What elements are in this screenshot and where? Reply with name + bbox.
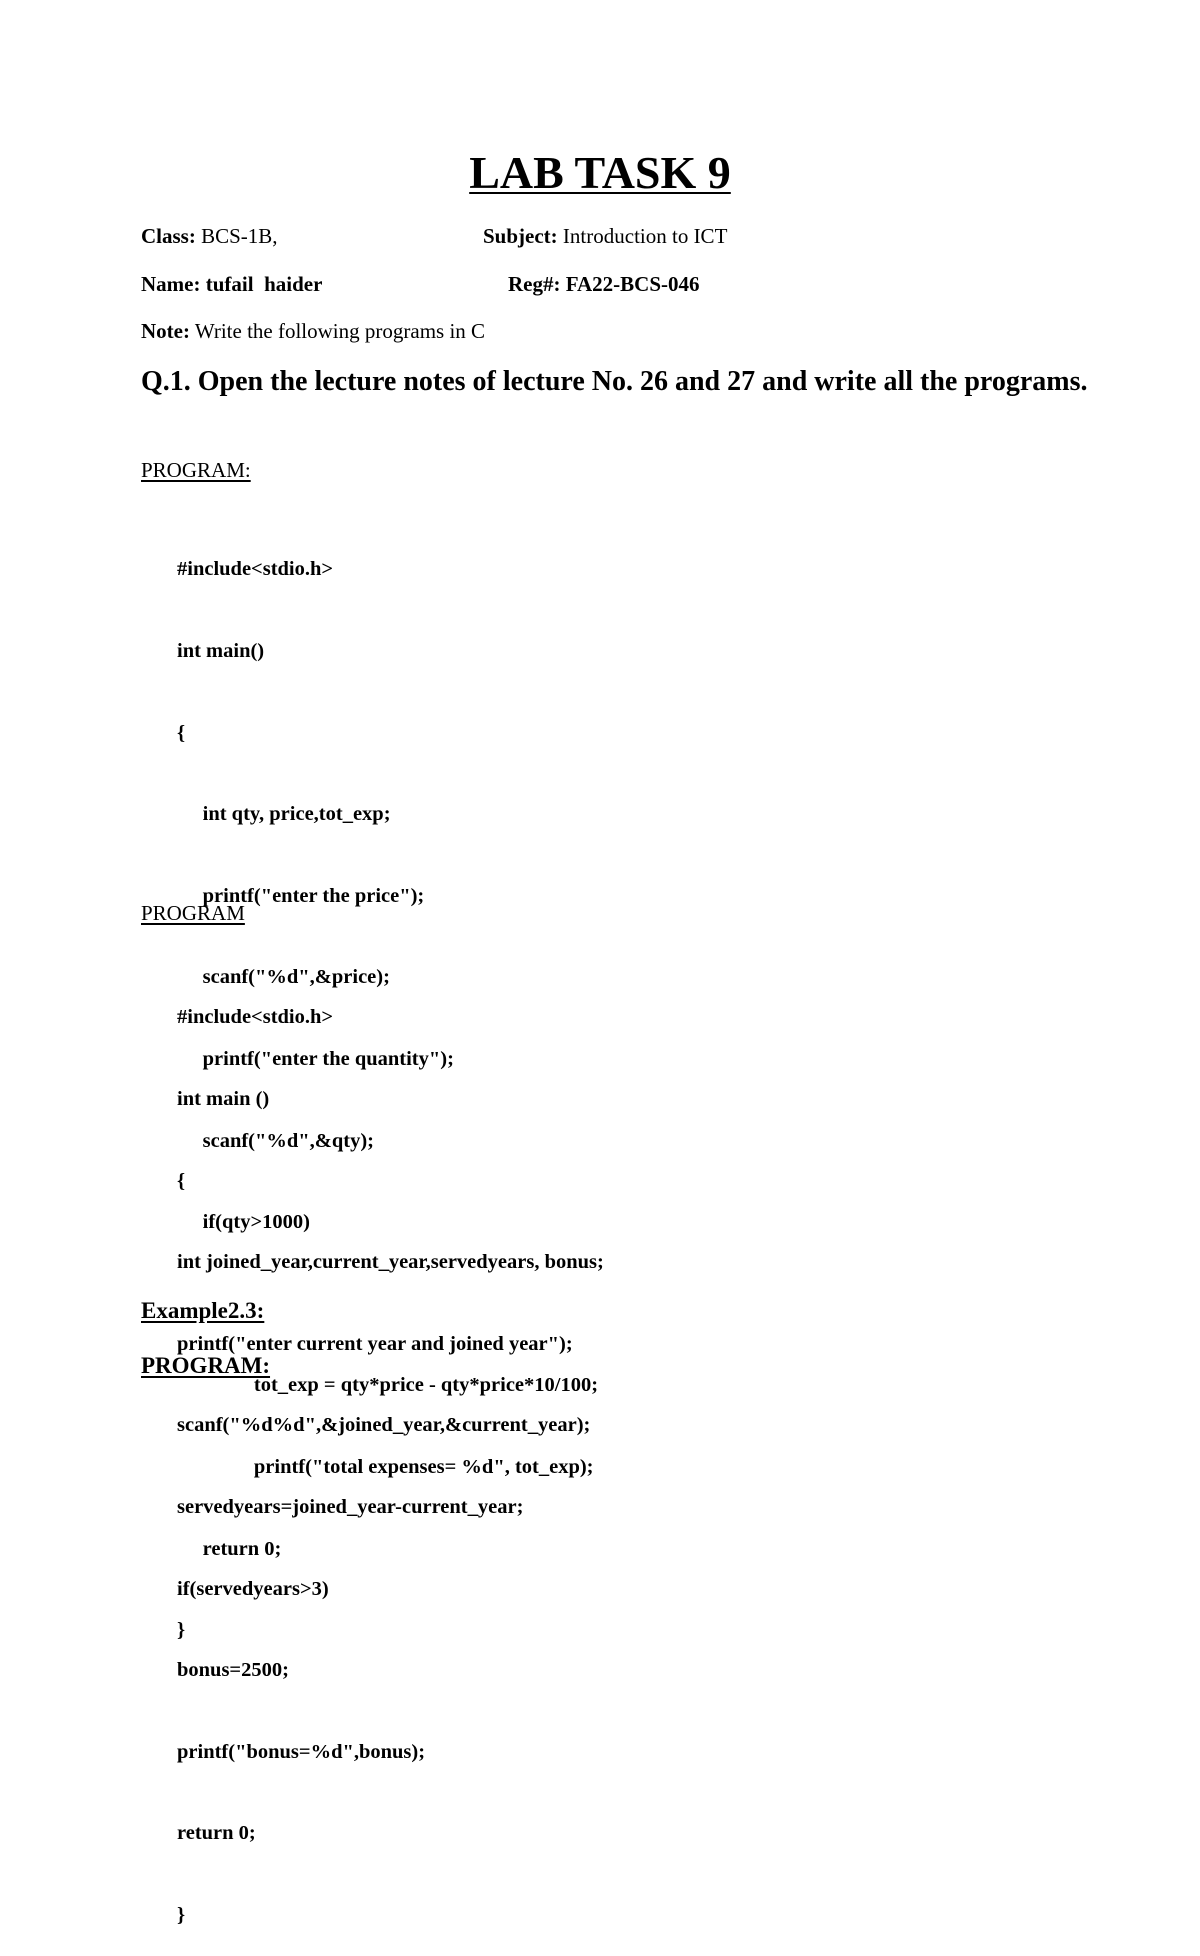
code-line: tot_exp = qty*price - qty*price*10/100; xyxy=(177,1374,599,1397)
code-line: } xyxy=(177,1619,186,1642)
subject-label: Subject: xyxy=(483,224,558,248)
reg-value: FA22-BCS-046 xyxy=(560,272,700,296)
class-label: Class: xyxy=(141,224,196,248)
code-line: scanf("%d",&qty); xyxy=(177,1129,375,1152)
code-line: { xyxy=(177,721,186,744)
code-line: scanf("%d",&price); xyxy=(177,966,390,989)
code-line: if(qty>1000) xyxy=(177,1211,310,1234)
program-2-code xyxy=(177,950,604,1956)
note-value: Write the following programs in C xyxy=(189,319,486,343)
code-line: printf("total expenses= %d", tot_exp); xyxy=(177,1455,594,1478)
code-line: #include<stdio.h> xyxy=(177,558,334,581)
reg-field xyxy=(508,272,700,297)
code-line: printf("enter the quantity"); xyxy=(177,1047,454,1070)
page-title: LAB TASK 9 xyxy=(469,147,731,198)
code-line: { xyxy=(177,1169,186,1192)
code-line: int main() xyxy=(177,640,265,662)
program-1-heading: PROGRAM: xyxy=(141,458,251,482)
code-line: return 0; xyxy=(177,1822,256,1845)
code-line: } xyxy=(177,1903,186,1926)
code-line: int joined_year,current_year,servedyears, bonus; xyxy=(177,1251,604,1274)
name-label: Name: xyxy=(141,272,201,296)
code-line: printf("enter current year and joined year"); xyxy=(177,1332,573,1355)
example-program-heading: PROGRAM: xyxy=(141,1353,271,1378)
code-line: printf("enter the price"); xyxy=(177,884,425,907)
name-value: tufail haider xyxy=(200,272,323,296)
code-line: scanf("%d%d",&joined_year,&current_year); xyxy=(177,1414,591,1437)
subject-value: Introduction to ICT xyxy=(557,224,728,248)
reg-label: Reg#: xyxy=(508,272,561,296)
question-heading: Q.1. Open the lecture notes of lecture No. 26 and 27 and write all the programs. xyxy=(141,366,1088,397)
note-field xyxy=(141,319,485,344)
code-line: int qty, price,tot_exp; xyxy=(177,803,391,826)
name-field xyxy=(141,272,322,297)
code-line: int main () xyxy=(177,1088,270,1110)
code-line: servedyears=joined_year-current_year; xyxy=(177,1495,524,1518)
code-line: return 0; xyxy=(177,1537,282,1560)
example-heading: Example2.3: xyxy=(141,1298,265,1323)
program-2-heading: PROGRAM xyxy=(141,901,245,925)
subject-field xyxy=(483,224,727,249)
code-line: bonus=2500; xyxy=(177,1659,289,1682)
note-label: Note: xyxy=(141,319,190,343)
class-value: BCS-1B, xyxy=(195,224,278,248)
code-line: printf("bonus=%d",bonus); xyxy=(177,1740,426,1763)
class-field xyxy=(141,224,278,249)
code-line: if(servedyears>3) xyxy=(177,1577,329,1600)
code-line: #include<stdio.h> xyxy=(177,1006,334,1029)
